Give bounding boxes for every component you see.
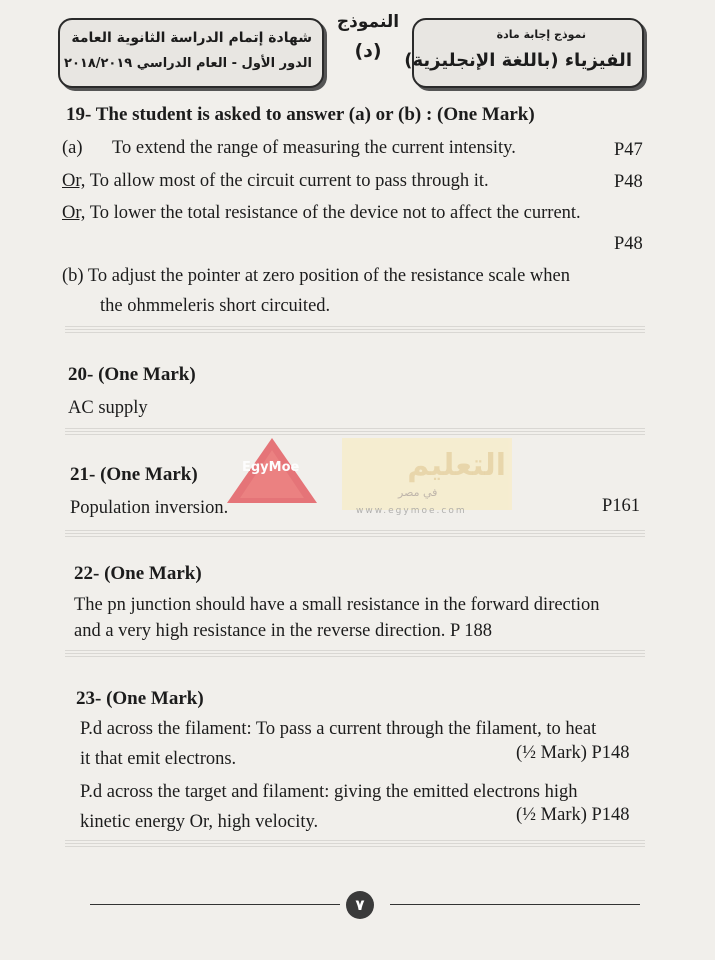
q23-p1-line1: P.d across the filament: To pass a current through the filament, to heat bbox=[80, 719, 597, 739]
or-label: Or, bbox=[62, 203, 86, 223]
q19-or1-ref: P48 bbox=[614, 172, 643, 192]
watermark-logo: EgyMoe bbox=[242, 460, 300, 475]
watermark-panel bbox=[342, 438, 512, 510]
q20-heading: 20- (One Mark) bbox=[68, 364, 196, 385]
q19-or2-ref: P48 bbox=[614, 234, 643, 254]
exam-title-box bbox=[58, 18, 324, 88]
separator bbox=[65, 326, 645, 335]
footer-rule-right bbox=[390, 904, 640, 905]
separator bbox=[65, 530, 645, 539]
q21-answer: Population inversion. bbox=[70, 498, 229, 518]
separator bbox=[65, 650, 645, 659]
or-label: Or, bbox=[62, 171, 86, 191]
q19-or2 bbox=[62, 203, 581, 224]
q19-b-line1: (b) To adjust the pointer at zero position of the resistance scale when bbox=[62, 266, 570, 286]
q19-a-text: To extend the range of measuring the current intensity. bbox=[112, 138, 516, 158]
watermark-arabic: التعليم bbox=[407, 448, 506, 483]
q19-b-line2: the ohmmeleris short circuited. bbox=[100, 296, 331, 316]
footer-rule-left bbox=[90, 904, 340, 905]
q19-or2-text: To lower the total resistance of the device not to affect the current. bbox=[85, 203, 581, 223]
q19-heading: 19- The student is asked to answer (a) or (b) : (One Mark) bbox=[66, 104, 535, 125]
model-title: النموذج bbox=[336, 12, 400, 32]
subject-title: الفيزياء (باللغة الإنجليزية) bbox=[404, 50, 632, 71]
q23-p1-ref: (½ Mark) P148 bbox=[516, 743, 630, 763]
answer-key-label: نموذج إجابة مادة bbox=[496, 28, 586, 41]
separator bbox=[65, 840, 645, 849]
q23-p2-line1: P.d across the target and filament: giving the emitted electrons high bbox=[80, 782, 578, 802]
q23-heading: 23- (One Mark) bbox=[76, 688, 204, 709]
q23-p2-ref: (½ Mark) P148 bbox=[516, 805, 630, 825]
model-code: (د) bbox=[354, 40, 382, 62]
q21-heading: 21- (One Mark) bbox=[70, 464, 198, 485]
page-header bbox=[58, 10, 644, 88]
exam-session: الدور الأول - العام الدراسي ٢٠١٨/٢٠١٩ bbox=[64, 56, 312, 71]
q19-a-label: (a) bbox=[62, 138, 83, 158]
watermark bbox=[222, 418, 512, 518]
q19-a-ref: P47 bbox=[614, 140, 643, 160]
q19-or1 bbox=[62, 171, 489, 192]
page-number: ٧ bbox=[346, 891, 374, 919]
q23-p2-line2: kinetic energy Or, high velocity. bbox=[80, 812, 319, 832]
q22-line1: The pn junction should have a small resistance in the forward direction bbox=[74, 595, 600, 615]
subject-box bbox=[404, 18, 644, 88]
q23-p1-line2: it that emit electrons. bbox=[80, 749, 237, 769]
watermark-url: www.egymoe.com bbox=[356, 506, 467, 516]
q22-line2: and a very high resistance in the reverse direction. P 188 bbox=[74, 621, 492, 641]
q21-ref: P161 bbox=[602, 496, 641, 516]
model-label-box bbox=[326, 12, 410, 62]
watermark-arabic-sub: في مصر bbox=[398, 486, 438, 499]
q22-heading: 22- (One Mark) bbox=[74, 563, 202, 584]
q19-or1-text: To allow most of the circuit current to pass through it. bbox=[85, 171, 489, 191]
q20-answer: AC supply bbox=[68, 398, 148, 418]
exam-title: شهادة إتمام الدراسة الثانوية العامة bbox=[71, 30, 312, 46]
